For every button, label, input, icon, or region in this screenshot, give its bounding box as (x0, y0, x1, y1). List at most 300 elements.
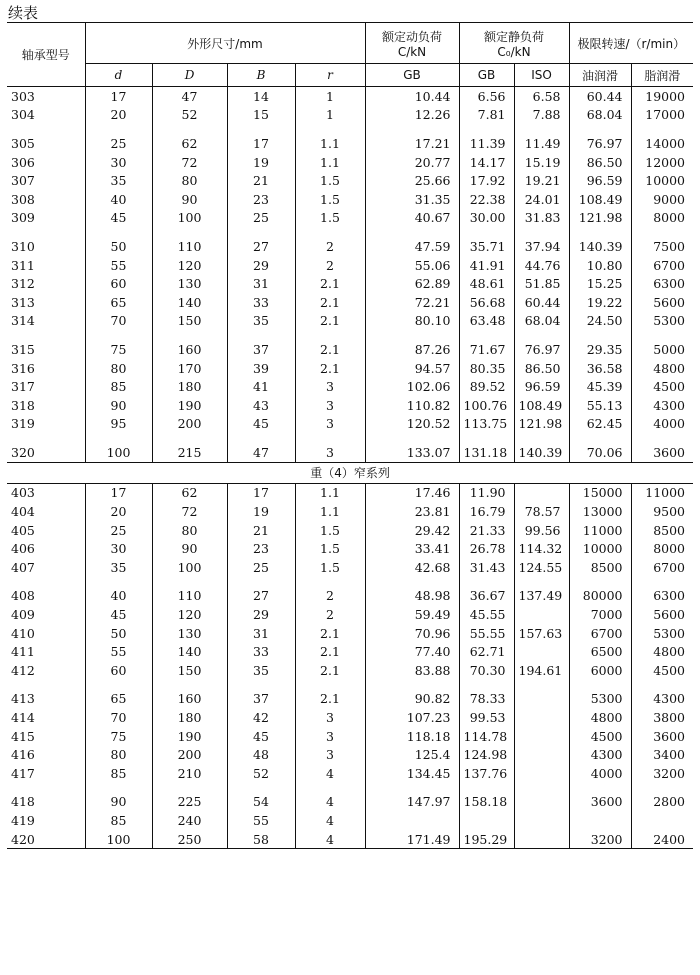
cell-model: 410 (7, 624, 85, 643)
cell-static-gb: 11.90 (459, 483, 514, 502)
table-row (7, 708, 693, 727)
cell-bore-d: 17 (85, 483, 152, 502)
cell-bore-d: 100 (85, 433, 152, 462)
table-row (7, 209, 693, 228)
cell-model: 413 (7, 680, 85, 709)
cell-static-iso: 37.94 (514, 227, 569, 256)
table-row (7, 433, 693, 462)
cell-model: 416 (7, 745, 85, 764)
cell-bore-d: 50 (85, 624, 152, 643)
cell-speed-grease (631, 811, 693, 830)
table-row (7, 87, 693, 106)
cell-outer-d: 190 (152, 727, 227, 746)
cell-radius-r: 2 (295, 605, 365, 624)
cell-static-iso: 157.63 (514, 624, 569, 643)
cell-speed-grease: 3600 (653, 444, 686, 460)
cell-static-iso: 124.55 (514, 558, 569, 577)
cell-model: 408 (7, 577, 85, 606)
cell-speed-grease: 11000 (645, 485, 686, 501)
cell-outer-d: 250 (152, 830, 227, 849)
cell-static-iso (514, 680, 569, 709)
cell-static-iso: 114.32 (514, 539, 569, 558)
cell-outer-d: 110 (152, 577, 227, 606)
table-row (7, 680, 693, 709)
cell-bore-d: 17 (85, 87, 152, 106)
cell-dynamic-gb: 72.21 (365, 293, 459, 312)
cell-static-iso: 7.88 (514, 106, 569, 125)
cell-speed-grease: 9500 (653, 504, 686, 520)
cell-bore-d: 20 (85, 106, 152, 125)
table-row (7, 171, 693, 190)
cell-static-gb: 22.38 (459, 190, 514, 209)
cell-static-gb: 55.55 (459, 624, 514, 643)
cell-radius-r: 3 (295, 415, 365, 434)
cell-speed-grease: 4000 (653, 416, 686, 432)
cell-static-gb: 26.78 (459, 539, 514, 558)
table-row (7, 745, 693, 764)
cell-speed-grease: 5000 (653, 341, 686, 357)
cell-width-b: 43 (227, 396, 295, 415)
cell-radius-r: 3 (295, 396, 365, 415)
cell-width-b: 19 (227, 153, 295, 172)
cell-width-b: 27 (227, 227, 295, 256)
cell-static-iso: 11.49 (514, 124, 569, 153)
cell-static-iso: 76.97 (514, 330, 569, 359)
cell-model: 316 (7, 359, 85, 378)
cell-outer-d: 200 (152, 415, 227, 434)
table-row (7, 830, 693, 849)
cell-speed-grease: 4300 (653, 397, 686, 413)
cell-radius-r: 2 (295, 577, 365, 606)
cell-outer-d: 130 (152, 624, 227, 643)
cell-speed-oil: 96.59 (569, 171, 631, 190)
cell-speed-grease: 4500 (653, 379, 686, 395)
cell-dynamic-gb: 171.49 (365, 830, 459, 849)
cell-dynamic-gb: 29.42 (365, 521, 459, 540)
cell-width-b: 47 (227, 433, 295, 462)
header-static-iso: ISO (514, 64, 569, 87)
table-row (7, 624, 693, 643)
cell-radius-r: 4 (295, 811, 365, 830)
table-row (7, 153, 693, 172)
cell-speed-grease: 19000 (645, 88, 686, 104)
cell-outer-d: 210 (152, 764, 227, 783)
cell-radius-r: 3 (295, 377, 365, 396)
cell-outer-d: 62 (152, 483, 227, 502)
cell-bore-d: 20 (85, 502, 152, 521)
cell-static-iso (514, 745, 569, 764)
cell-dynamic-gb: 17.46 (365, 483, 459, 502)
cell-speed-grease: 3200 (653, 765, 686, 781)
cell-dynamic-gb: 47.59 (365, 227, 459, 256)
header-dynamic-gb: GB (365, 64, 459, 87)
cell-speed-grease: 10000 (645, 173, 686, 189)
cell-radius-r: 2 (295, 256, 365, 275)
cell-speed-oil: 70.06 (569, 433, 631, 462)
cell-dynamic-gb: 62.89 (365, 274, 459, 293)
cell-outer-d: 130 (152, 274, 227, 293)
cell-static-iso: 15.19 (514, 153, 569, 172)
cell-radius-r: 2.1 (295, 661, 365, 680)
cell-bore-d: 30 (85, 539, 152, 558)
cell-static-iso (514, 783, 569, 812)
table-row (7, 483, 693, 502)
cell-outer-d: 215 (152, 433, 227, 462)
cell-radius-r: 2.1 (295, 274, 365, 293)
table-row (7, 642, 693, 661)
cell-model: 307 (7, 171, 85, 190)
cell-radius-r: 4 (295, 830, 365, 849)
cell-outer-d: 120 (152, 256, 227, 275)
table-row (7, 783, 693, 812)
cell-radius-r: 3 (295, 708, 365, 727)
cell-radius-r: 1.5 (295, 521, 365, 540)
cell-dynamic-gb: 134.45 (365, 764, 459, 783)
cell-radius-r: 3 (295, 727, 365, 746)
cell-static-gb: 78.33 (459, 680, 514, 709)
cell-static-iso: 194.61 (514, 661, 569, 680)
cell-model: 417 (7, 764, 85, 783)
cell-outer-d: 170 (152, 359, 227, 378)
cell-static-gb: 35.71 (459, 227, 514, 256)
cell-speed-grease: 6700 (653, 257, 686, 273)
cell-static-iso: 51.85 (514, 274, 569, 293)
cell-speed-grease: 6300 (653, 588, 686, 604)
cell-static-gb: 31.43 (459, 558, 514, 577)
cell-bore-d: 95 (85, 415, 152, 434)
cell-outer-d: 80 (152, 521, 227, 540)
cell-bore-d: 60 (85, 274, 152, 293)
cell-static-gb: 62.71 (459, 642, 514, 661)
cell-model: 403 (7, 483, 85, 502)
cell-width-b: 17 (227, 124, 295, 153)
cell-speed-oil: 29.35 (569, 330, 631, 359)
cell-width-b: 35 (227, 661, 295, 680)
header-oil: 油润滑 (569, 64, 631, 87)
cell-static-gb: 48.61 (459, 274, 514, 293)
cell-dynamic-gb: 40.67 (365, 209, 459, 228)
cell-model: 309 (7, 209, 85, 228)
cell-radius-r: 3 (295, 745, 365, 764)
cell-model: 311 (7, 256, 85, 275)
cell-model: 308 (7, 190, 85, 209)
cell-dynamic-gb: 107.23 (365, 708, 459, 727)
cell-speed-oil: 6500 (569, 642, 631, 661)
table-row (7, 124, 693, 153)
cell-static-iso: 6.58 (514, 87, 569, 106)
cell-outer-d: 47 (152, 87, 227, 106)
cell-speed-oil: 121.98 (569, 209, 631, 228)
cell-radius-r: 2 (295, 227, 365, 256)
cell-outer-d: 72 (152, 153, 227, 172)
cell-dynamic-gb: 133.07 (365, 433, 459, 462)
cell-outer-d: 150 (152, 661, 227, 680)
cell-static-gb: 16.79 (459, 502, 514, 521)
cell-model: 412 (7, 661, 85, 680)
cell-speed-grease: 8000 (653, 210, 686, 226)
cell-dynamic-gb: 25.66 (365, 171, 459, 190)
cell-width-b: 21 (227, 521, 295, 540)
cell-outer-d: 90 (152, 190, 227, 209)
cell-dynamic-gb: 102.06 (365, 377, 459, 396)
cell-speed-oil: 45.39 (569, 377, 631, 396)
cell-static-iso: 31.83 (514, 209, 569, 228)
cell-bore-d: 70 (85, 312, 152, 331)
cell-model: 420 (7, 830, 85, 849)
cell-width-b: 39 (227, 359, 295, 378)
cell-speed-grease: 5300 (653, 625, 686, 641)
cell-outer-d: 110 (152, 227, 227, 256)
cell-bore-d: 85 (85, 811, 152, 830)
cell-width-b: 27 (227, 577, 295, 606)
cell-width-b: 31 (227, 624, 295, 643)
cell-outer-d: 140 (152, 642, 227, 661)
cell-width-b: 14 (227, 87, 295, 106)
cell-speed-grease: 4500 (653, 662, 686, 678)
cell-static-iso (514, 605, 569, 624)
cell-speed-oil: 10.80 (569, 256, 631, 275)
cell-radius-r: 1.5 (295, 539, 365, 558)
table-row (7, 661, 693, 680)
cell-width-b: 48 (227, 745, 295, 764)
cell-dynamic-gb: 83.88 (365, 661, 459, 680)
cell-model: 304 (7, 106, 85, 125)
cell-static-gb: 21.33 (459, 521, 514, 540)
cell-bore-d: 25 (85, 521, 152, 540)
header-grease: 脂润滑 (631, 64, 693, 87)
cell-dynamic-gb: 77.40 (365, 642, 459, 661)
cell-static-iso (514, 764, 569, 783)
header-r: r (295, 64, 365, 87)
cell-dynamic-gb: 70.96 (365, 624, 459, 643)
cell-outer-d: 72 (152, 502, 227, 521)
cell-speed-oil: 15.25 (569, 274, 631, 293)
cell-width-b: 19 (227, 502, 295, 521)
table-row (7, 293, 693, 312)
cell-radius-r: 1.1 (295, 124, 365, 153)
cell-static-gb: 195.29 (459, 830, 514, 849)
cell-speed-oil: 8500 (569, 558, 631, 577)
cell-model: 306 (7, 153, 85, 172)
cell-static-iso: 86.50 (514, 359, 569, 378)
cell-dynamic-gb: 125.4 (365, 745, 459, 764)
cell-static-iso (514, 483, 569, 502)
table-header (7, 23, 693, 87)
cell-speed-oil (569, 811, 631, 830)
table-row (7, 727, 693, 746)
cell-bore-d: 65 (85, 293, 152, 312)
table-row (7, 415, 693, 434)
cell-static-gb: 114.78 (459, 727, 514, 746)
cell-static-iso (514, 708, 569, 727)
cell-speed-grease: 14000 (645, 135, 686, 151)
header-d: d (85, 64, 152, 87)
cell-speed-grease: 3400 (653, 747, 686, 763)
table-row (7, 811, 693, 830)
cell-width-b: 41 (227, 377, 295, 396)
cell-width-b: 37 (227, 680, 295, 709)
cell-static-gb: 45.55 (459, 605, 514, 624)
bearing-table (7, 22, 693, 849)
cell-model: 303 (7, 87, 85, 106)
cell-speed-grease: 3600 (653, 728, 686, 744)
cell-speed-oil: 4300 (569, 745, 631, 764)
cell-width-b: 54 (227, 783, 295, 812)
cell-speed-oil: 140.39 (569, 227, 631, 256)
cell-bore-d: 70 (85, 708, 152, 727)
cell-model: 407 (7, 558, 85, 577)
cell-width-b: 58 (227, 830, 295, 849)
cell-outer-d: 160 (152, 680, 227, 709)
cell-bore-d: 55 (85, 642, 152, 661)
table-row (7, 330, 693, 359)
cell-speed-grease: 5600 (653, 294, 686, 310)
cell-model: 310 (7, 227, 85, 256)
header-outer-d: D (152, 64, 227, 87)
cell-dynamic-gb: 48.98 (365, 577, 459, 606)
table-row (7, 359, 693, 378)
cell-static-gb: 100.76 (459, 396, 514, 415)
cell-radius-r: 1.5 (295, 209, 365, 228)
cell-radius-r: 1.1 (295, 502, 365, 521)
cell-dynamic-gb (365, 811, 459, 830)
cell-speed-oil: 7000 (569, 605, 631, 624)
cell-speed-grease: 5300 (653, 313, 686, 329)
cell-model: 405 (7, 521, 85, 540)
cell-speed-oil: 86.50 (569, 153, 631, 172)
cell-model: 409 (7, 605, 85, 624)
cell-model: 313 (7, 293, 85, 312)
cell-dynamic-gb: 23.81 (365, 502, 459, 521)
cell-speed-grease: 6300 (653, 276, 686, 292)
table-row (7, 502, 693, 521)
cell-static-gb (459, 811, 514, 830)
cell-outer-d: 160 (152, 330, 227, 359)
cell-speed-oil: 76.97 (569, 124, 631, 153)
cell-speed-oil: 3200 (569, 830, 631, 849)
cell-speed-oil: 13000 (569, 502, 631, 521)
cell-model: 312 (7, 274, 85, 293)
cell-outer-d: 150 (152, 312, 227, 331)
header-dynamic-load: 额定动负荷 C/kN (365, 23, 459, 64)
cell-speed-oil: 80000 (569, 577, 631, 606)
table-row (7, 256, 693, 275)
cell-speed-oil: 108.49 (569, 190, 631, 209)
cell-static-gb: 70.30 (459, 661, 514, 680)
cell-model: 320 (7, 433, 85, 462)
cell-bore-d: 60 (85, 661, 152, 680)
cell-static-gb: 137.76 (459, 764, 514, 783)
cell-bore-d: 35 (85, 558, 152, 577)
cell-width-b: 33 (227, 642, 295, 661)
cell-radius-r: 1.5 (295, 171, 365, 190)
cell-outer-d: 52 (152, 106, 227, 125)
cell-model: 418 (7, 783, 85, 812)
cell-static-gb: 11.39 (459, 124, 514, 153)
cell-static-iso: 60.44 (514, 293, 569, 312)
header-model: 轴承型号 (7, 23, 85, 87)
cell-static-gb: 113.75 (459, 415, 514, 434)
cell-bore-d: 90 (85, 783, 152, 812)
cell-static-gb: 124.98 (459, 745, 514, 764)
cell-model: 419 (7, 811, 85, 830)
cell-radius-r: 1.5 (295, 190, 365, 209)
cell-speed-oil: 4500 (569, 727, 631, 746)
cell-radius-r: 1 (295, 87, 365, 106)
cell-speed-grease: 4800 (653, 360, 686, 376)
cell-static-gb: 99.53 (459, 708, 514, 727)
cell-static-gb: 63.48 (459, 312, 514, 331)
cell-static-iso (514, 727, 569, 746)
cell-dynamic-gb: 33.41 (365, 539, 459, 558)
cell-speed-oil: 36.58 (569, 359, 631, 378)
cell-width-b: 31 (227, 274, 295, 293)
cell-static-iso: 96.59 (514, 377, 569, 396)
cell-speed-grease: 12000 (645, 154, 686, 170)
cell-width-b: 23 (227, 539, 295, 558)
cell-model: 314 (7, 312, 85, 331)
cell-speed-oil: 62.45 (569, 415, 631, 434)
cell-speed-oil: 4000 (569, 764, 631, 783)
cell-speed-grease: 2800 (653, 794, 686, 810)
cell-dynamic-gb: 147.97 (365, 783, 459, 812)
cell-speed-grease: 4800 (653, 644, 686, 660)
cell-width-b: 25 (227, 558, 295, 577)
continued-caption: 续表 (8, 4, 39, 22)
cell-radius-r: 4 (295, 764, 365, 783)
header-b: B (227, 64, 295, 87)
cell-width-b: 52 (227, 764, 295, 783)
cell-bore-d: 40 (85, 577, 152, 606)
cell-speed-grease: 4300 (653, 691, 686, 707)
cell-outer-d: 100 (152, 209, 227, 228)
cell-width-b: 33 (227, 293, 295, 312)
cell-speed-grease: 2400 (631, 830, 693, 849)
cell-width-b: 21 (227, 171, 295, 190)
cell-width-b: 35 (227, 312, 295, 331)
cell-bore-d: 45 (85, 209, 152, 228)
cell-radius-r: 2.1 (295, 312, 365, 331)
cell-bore-d: 55 (85, 256, 152, 275)
cell-width-b: 25 (227, 209, 295, 228)
table-row (7, 396, 693, 415)
header-speed-limit: 极限转速/（r/min） (569, 23, 693, 64)
cell-outer-d: 140 (152, 293, 227, 312)
cell-static-gb: 71.67 (459, 330, 514, 359)
cell-bore-d: 85 (85, 764, 152, 783)
cell-model: 404 (7, 502, 85, 521)
table-row (7, 227, 693, 256)
cell-dynamic-gb: 87.26 (365, 330, 459, 359)
cell-width-b: 23 (227, 190, 295, 209)
cell-model: 318 (7, 396, 85, 415)
cell-speed-oil: 5300 (569, 680, 631, 709)
table-row (7, 558, 693, 577)
cell-speed-oil: 68.04 (569, 106, 631, 125)
cell-outer-d: 90 (152, 539, 227, 558)
cell-model: 305 (7, 124, 85, 153)
cell-static-gb: 36.67 (459, 577, 514, 606)
cell-speed-grease: 8500 (653, 522, 686, 538)
cell-dynamic-gb: 31.35 (365, 190, 459, 209)
cell-bore-d: 25 (85, 124, 152, 153)
table-row (7, 577, 693, 606)
cell-bore-d: 50 (85, 227, 152, 256)
cell-radius-r: 2.1 (295, 680, 365, 709)
cell-bore-d: 100 (85, 830, 152, 849)
cell-radius-r: 1.1 (295, 483, 365, 502)
cell-bore-d: 65 (85, 680, 152, 709)
